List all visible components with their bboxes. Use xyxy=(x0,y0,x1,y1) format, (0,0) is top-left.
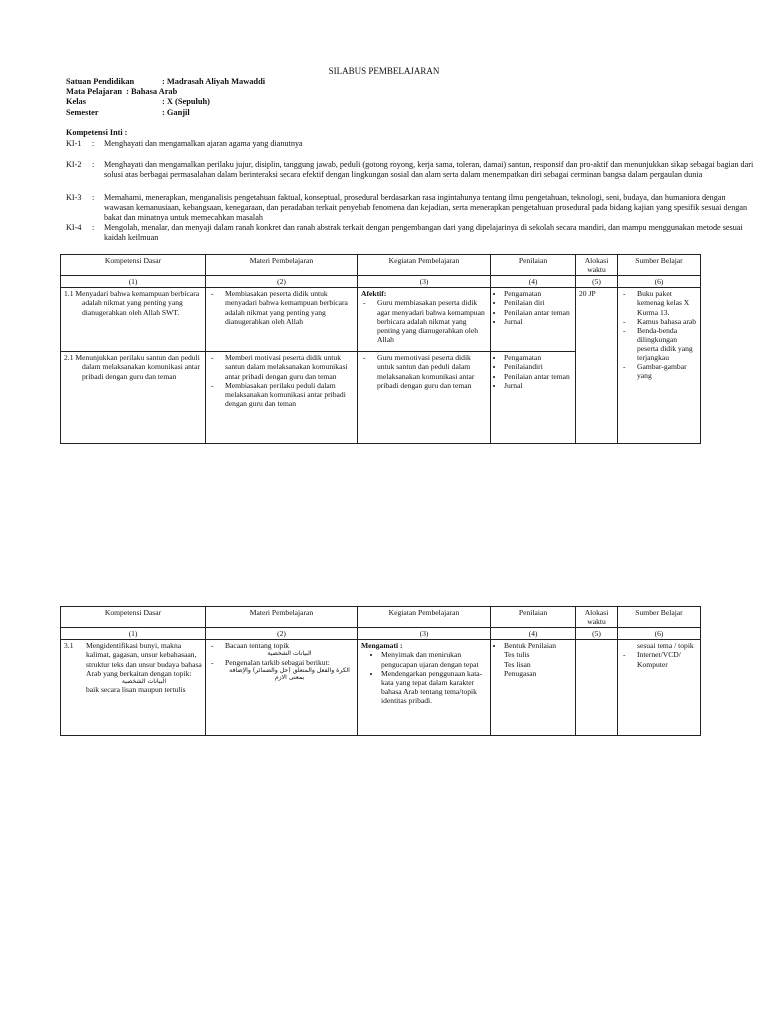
header-penilaian: Penilaian xyxy=(491,607,576,628)
identity-class: Kelas : X (Sepuluh) xyxy=(66,97,210,106)
ki-text: Memahami, menerapkan, menganalisis pengetahuan faktual, konseptual, prosedural berdasarkan rasa ingintahunya tentang ilmu pengetahuan, teknologi, seni, budaya, dan humaniora dengan wawasan kemanusiaan, kebangsaan, kenegaraan, dan peradaban terkait penyebab fenomena dan kejadian, serta menerapkan pengetahuan prosedural pada bidang kajian yang spesifik sesuai dengan bakat dan minatnya untuk memecahkan masalah xyxy=(104,193,748,222)
penilaian-cell: • Pengamatan • Penilaiandiri • Penilaian antar teman • Jurnal xyxy=(491,352,576,444)
ki-code: KI-2 xyxy=(66,160,82,169)
sumber-cell: sesuai tema / topik - Internet/VCD/ Komputer xyxy=(618,640,701,736)
kd-cell: 2.1 Menunjukkan perilaku santun dan peduli dalam melaksanakan komunikasi antar pribadi dengan guru dan teman xyxy=(61,352,206,444)
ki-item-2: KI-2 : Menghayati dan mengamalkan perilaku jujur, disiplin, tanggung jawab, peduli (gotong royong, kerja sama, toleran, damai) santun, responsif dan pro-aktif dan menunjukkan sikap sebagai bagian dari solusi atas berbagai permasalahan dalam berinteraksi secara efektif dengan lingkungan sosial dan alam serta dalam menempatkan diri sebagai cerminan bangsa dalam pergaulan dunia xyxy=(66,160,754,179)
header-kegiatan: Kegiatan Pembelajaran xyxy=(358,255,491,276)
ki-code: KI-4 xyxy=(66,223,82,232)
alokasi-cell xyxy=(576,640,618,736)
ki-text: Mengolah, menalar, dan menyaji dalam ranah konkret dan ranah abstrak terkait dengan pengembangan dari yang dipelajarinya di sekolah secara mandiri, dan mampu menggunakan metode sesuai kaidah keilmuan xyxy=(104,223,743,242)
table-number-row: (1) (2) (3) (4) (5) (6) xyxy=(61,628,701,640)
kd-cell: 3.1 Mengidentifikasi bunyi, makna kalimat, gagasan, unsur kebahasaan, struktur teks dan unsur budaya bahasa Arab yang berkaitan dengan topik: البيانات الشخصية baik secara lisan maupun tertulis xyxy=(61,640,206,736)
materi-arabic-tarkib: الكرة والفعل والمتعلق (حل والضمائر) والإضافة بمعنى الازم xyxy=(229,666,350,682)
identity-school: Satuan Pendidikan : Madrasah Aliyah Mawaddi xyxy=(66,77,266,86)
syllabus-table-2 xyxy=(60,606,701,736)
materi-cell: - Bacaan tentang topik البيانات الشخصية - Pengenalan tarkib sebagai berikut: الكرة والفعل والمتعلق (حل والضمائر) والإضافة بمعنى الازم xyxy=(206,640,358,736)
ki-text: Menghayati dan mengamalkan ajaran agama yang dianutnya xyxy=(104,139,303,148)
header-kompetensi-dasar: Kompetensi Dasar xyxy=(61,255,206,276)
header-materi: Materi Pembelajaran xyxy=(206,255,358,276)
materi-cell: - Membiasakan peserta didik untuk menyadari bahwa kemampuan berbicara adalah nikmat yang penting yang dianugerahkan oleh Allah xyxy=(206,288,358,352)
header-kompetensi-dasar: Kompetensi Dasar xyxy=(61,607,206,628)
header-alokasi: Alokasi waktu xyxy=(576,607,618,628)
ki-item-4: KI-4 : Mengolah, menalar, dan menyaji dalam ranah konkret dan ranah abstrak terkait dengan pengembangan dari yang dipelajarinya di sekolah secara mandiri, dan mampu menggunakan metode sesuai kaidah keilmuan xyxy=(66,223,706,247)
table-number-row: (1) (2) (3) (4) (5) (6) xyxy=(61,276,701,288)
alokasi-cell: 20 JP xyxy=(576,288,618,444)
ki-code: KI-1 xyxy=(66,139,82,148)
page-title: SILABUS PEMBELAJARAN xyxy=(328,66,440,76)
syllabus-table-1 xyxy=(60,254,701,444)
kegiatan-cell: Afektif: - Guru membiasakan peserta didik agar menyadari bahwa kemampuan berbicara adalah nikmat yang penting yang dianugerahkan oleh Allah xyxy=(358,288,491,352)
kd-arabic-topic: البيانات الشخصية xyxy=(121,677,167,685)
ki-heading: Kompetensi Inti : xyxy=(66,128,128,137)
table-row xyxy=(61,288,701,352)
header-penilaian: Penilaian xyxy=(491,255,576,276)
table-header-row xyxy=(61,255,701,276)
identity-semester: Semester : Ganjil xyxy=(66,108,190,117)
materi-arabic-topic: البيانات الشخصية xyxy=(267,650,312,658)
ki-code: KI-3 xyxy=(66,193,82,202)
kegiatan-cell: Mengamati : • Menyimak dan menirukan pengucapan ujaran dengan tepat • Mendengarkan penggunaan kata-kata yang tepat dalam karakter bahasa Arab tentang tema/topik identitas pribadi. xyxy=(358,640,491,736)
identity-subject: Mata Pelajaran : Bahasa Arab xyxy=(66,87,178,96)
penilaian-cell: • Pengamatan • Penilaian diri • Penilaian antar teman • Jurnal xyxy=(491,288,576,352)
header-materi: Materi Pembelajaran xyxy=(206,607,358,628)
header-sumber: Sumber Belajar xyxy=(618,607,701,628)
ki-text: Menghayati dan mengamalkan perilaku jujur, disiplin, tanggung jawab, peduli (gotong royong, kerja sama, toleran, damai) santun, responsif dan pro-aktif dan menunjukkan sikap sebagai bagian dari solusi atas berbagai permasalahan dalam berinteraksi secara efektif dengan lingkungan sosial dan alam serta dalam menempatkan diri sebagai cerminan bangsa dalam pergaulan dunia xyxy=(104,160,754,179)
table-row xyxy=(61,640,701,736)
penilaian-cell: • Bentuk Penilaian Tes tulis Tes lisan Penugasan xyxy=(491,640,576,736)
kd-cell: 1.1 Menyadari bahwa kemampuan berbicara adalah nikmat yang penting yang dianugerahkan oleh Allah SWT. xyxy=(61,288,206,352)
materi-cell: - Memberi motivasi peserta didik untuk santun dalam melaksanakan komunikasi antar pribadi dengan guru dan teman - Membiasakan perilaku peduli dalam melaksanakan komunikasi antar pribadi dengan guru dan teman xyxy=(206,352,358,444)
sumber-cell: - Buku paket kemenag kelas X Kurma 13. - Kamus bahasa arab - Benda-benda dilingkungan peserta didik yang terjangkau - Gambar-gambar yang xyxy=(618,288,701,444)
ki-item-3: KI-3 : Memahami, menerapkan, menganalisis pengetahuan faktual, konseptual, prosedural berdasarkan rasa ingintahunya tentang ilmu pengetahuan, teknologi, seni, budaya, dan humaniora dengan wawasan kemanusiaan, kebangsaan, kenegaraan, dan peradaban terkait penyebab fenomena dan kejadian, serta menerapkan pengetahuan prosedural pada bidang kajian yang spesifik sesuai dengan bakat dan minatnya untuk memecahkan masalah xyxy=(66,193,706,223)
header-alokasi: Alokasi waktu xyxy=(576,255,618,276)
table-header-row xyxy=(61,607,701,628)
header-kegiatan: Kegiatan Pembelajaran xyxy=(358,607,491,628)
header-sumber: Sumber Belajar xyxy=(618,255,701,276)
kegiatan-cell: - Guru memotivasi peserta didik untuk santun dan peduli dalam melaksanakan komunikasi antar pribadi dengan guru dan teman xyxy=(358,352,491,444)
ki-item-1: KI-1 : Menghayati dan mengamalkan ajaran agama yang dianutnya xyxy=(66,139,706,159)
